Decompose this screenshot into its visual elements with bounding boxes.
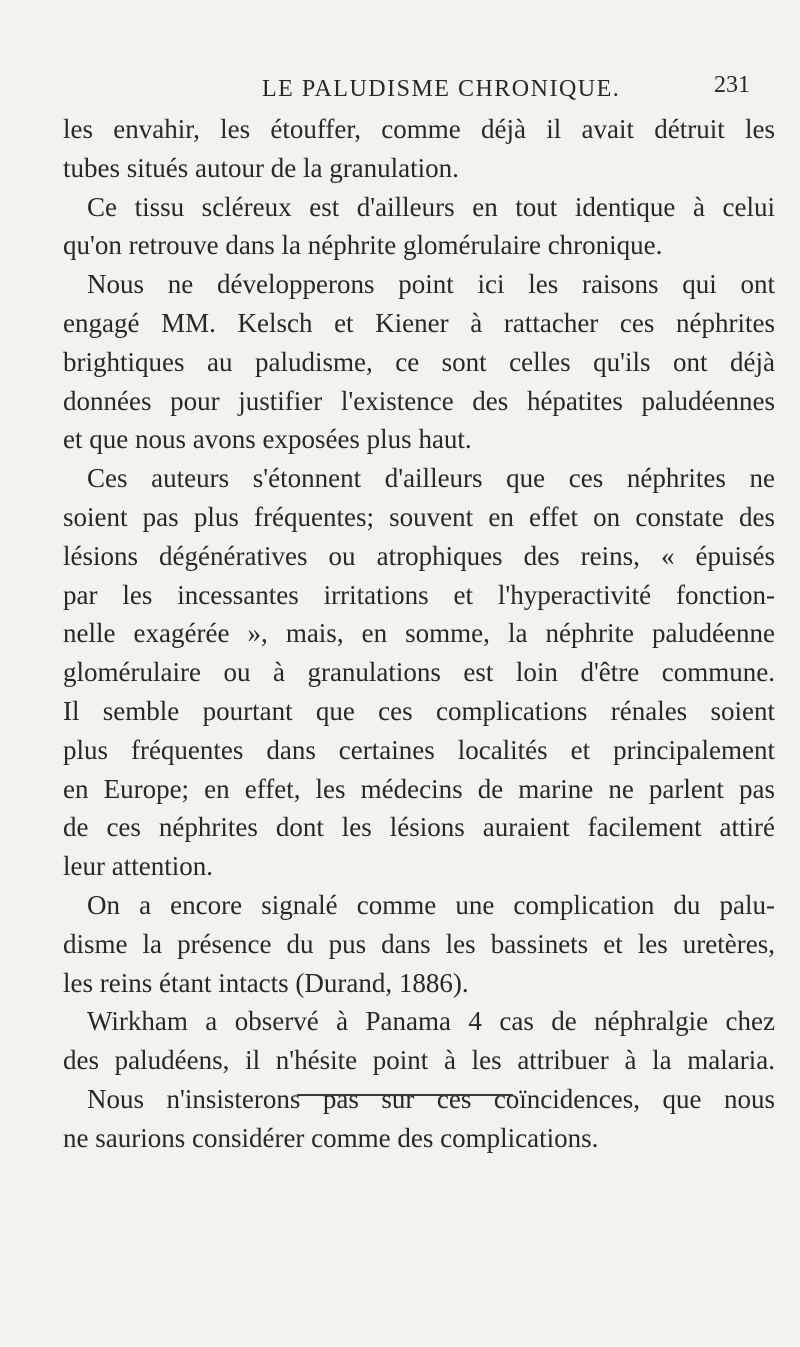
text-line: les reins étant intacts (Durand, 1886). [63,967,469,998]
text-line: nelle exagérée », mais, en somme, la néphrite paludéenne [63,618,775,649]
text-line: des paludéens, il n'hésite point à les attribuer à la malaria. [63,1045,775,1076]
text-line: de ces néphrites dont les lésions auraient facilement attiré [63,812,775,843]
text-line: Il semble pourtant que ces complications rénales soient [63,695,775,726]
running-head: LE PALUDISME CHRONIQUE. [262,76,621,102]
text-line: brightiques au paludisme, ce sont celles qu'ils ont déjà [63,346,775,377]
text-line: On a encore signalé comme une complication du palu- [87,889,775,920]
text-line: plus fréquentes dans certaines localités et principalement [63,734,775,765]
text-line: et que nous avons exposées plus haut. [63,424,472,455]
text-line: glomérulaire ou à granulations est loin d'être commune. [63,657,775,688]
text-line: Ces auteurs s'étonnent d'ailleurs que ces néphrites ne [87,463,775,494]
footer-rule [297,1094,513,1096]
text-line: données pour justifier l'existence des hépatites paludéennes [63,385,775,416]
body-text [63,110,775,1158]
text-line: par les incessantes irritations et l'hyperactivité fonction- [63,579,775,610]
page-number: 231 [714,72,750,98]
text-line: Nous n'insisterons pas sur ces coïncidences, que nous [87,1083,775,1114]
text-line: ne saurions considérer comme des complications. [63,1122,599,1153]
text-line: disme la présence du pus dans les bassinets et les uretères, [63,928,775,959]
text-line: leur attention. [63,851,213,882]
text-line: lésions dégénératives ou atrophiques des reins, « épuisés [63,540,775,571]
text-line: Nous ne développerons point ici les raisons qui ont [87,269,775,300]
text-line: Wirkham a observé à Panama 4 cas de néphralgie chez [87,1006,775,1037]
text-line: engagé MM. Kelsch et Kiener à rattacher ces néphrites [63,307,775,338]
text-line: en Europe; en effet, les médecins de marine ne parlent pas [63,773,775,804]
text-line: soient pas plus fréquentes; souvent en effet on constate des [63,501,775,532]
text-line: tubes situés autour de la granulation. [63,152,459,183]
text-line: Ce tissu scléreux est d'ailleurs en tout identique à celui [87,191,775,222]
text-line: qu'on retrouve dans la néphrite glomérulaire chronique. [63,230,663,261]
text-line: les envahir, les étouffer, comme déjà il avait détruit les [63,114,775,144]
